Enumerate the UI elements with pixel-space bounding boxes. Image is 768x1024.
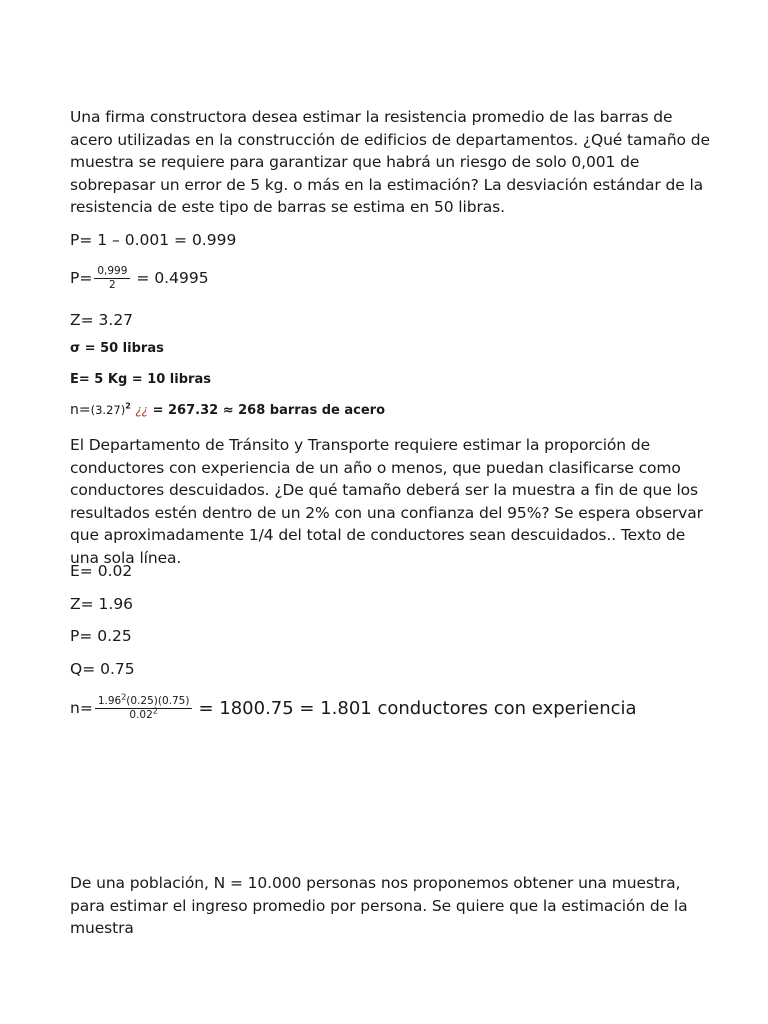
problem1-sigma-line: σ = 50 libras xyxy=(70,341,164,356)
formula-exponent: 2 xyxy=(125,401,131,411)
fraction-denominator: 2 xyxy=(109,278,116,291)
problem3-statement: De una población, N = 10.000 personas nos proponemos obtener una muestra, para estimar el ingreso promedio por persona. Se quiere que la estimación de la muestra xyxy=(70,874,688,937)
problem1-statement: Una firma constructora desea estimar la resistencia promedio de las barras de acero utilizadas en la construcción de edificios de departamentos. ¿Qué tamaño de muestra se requiere para garantizar que habrá un riesgo de solo 0,001 de sobrepasar un error de 5 kg. o más en la estimación? La desviación estándar de la resistencia de este tipo de barras se estima en 50 libras. xyxy=(70,108,710,216)
formula-result: = 267.32 ≈ 268 barras de acero xyxy=(152,403,386,418)
problem1-p-line: P= 1 – 0.001 = 0.999 xyxy=(70,231,237,249)
numerator-exponent: 2 xyxy=(121,692,127,701)
problem2-e-line: E= 0.02 xyxy=(70,562,133,580)
denominator-base: 0.02 xyxy=(129,708,153,721)
problem2-z-line: Z= 1.96 xyxy=(70,595,134,613)
formula-error-marks: ¿¿ xyxy=(135,403,149,417)
problem1-p2-formula xyxy=(70,260,209,296)
fraction xyxy=(95,692,193,722)
fraction-denominator xyxy=(129,706,158,722)
problem2-statement: El Departamento de Tránsito y Transporte requiere estimar la proporción de conductores con experiencia de un año o menos, que puedan clasificarse como conductores descuidados. ¿De qué tamaño deberá ser la muestra a fin de que los resultados estén dentro de un 2% con una confianza del 95%? Se espera observar que aproximadamente 1/4 del total de conductores sean descuidados.. Texto de una sola línea. xyxy=(70,436,703,567)
problem1-e-line: E= 5 Kg = 10 libras xyxy=(70,372,211,387)
problem2-n-formula xyxy=(70,688,637,728)
problem2-q-line: Q= 0.75 xyxy=(70,660,135,678)
problem1-n-formula xyxy=(70,402,385,418)
formula-prefix: n= xyxy=(70,699,93,717)
formula-prefix: P= xyxy=(70,269,93,287)
fraction-numerator xyxy=(95,692,193,708)
formula-prefix: n= xyxy=(70,402,91,418)
formula-result: = 0.4995 xyxy=(136,269,209,287)
formula-base: (3.27) xyxy=(90,403,126,417)
denominator-exponent: 2 xyxy=(152,706,158,715)
numerator-base: 1.96 xyxy=(97,694,122,707)
numerator-factors: (0.25)(0.75) xyxy=(126,694,190,707)
problem1-z-line: Z= 3.27 xyxy=(70,311,134,329)
formula-result: = 1800.75 = 1.801 conductores con experiencia xyxy=(198,697,637,719)
fraction-numerator: 0,999 xyxy=(97,264,128,277)
fraction xyxy=(94,265,130,292)
problem2-p-line: P= 0.25 xyxy=(70,627,132,645)
